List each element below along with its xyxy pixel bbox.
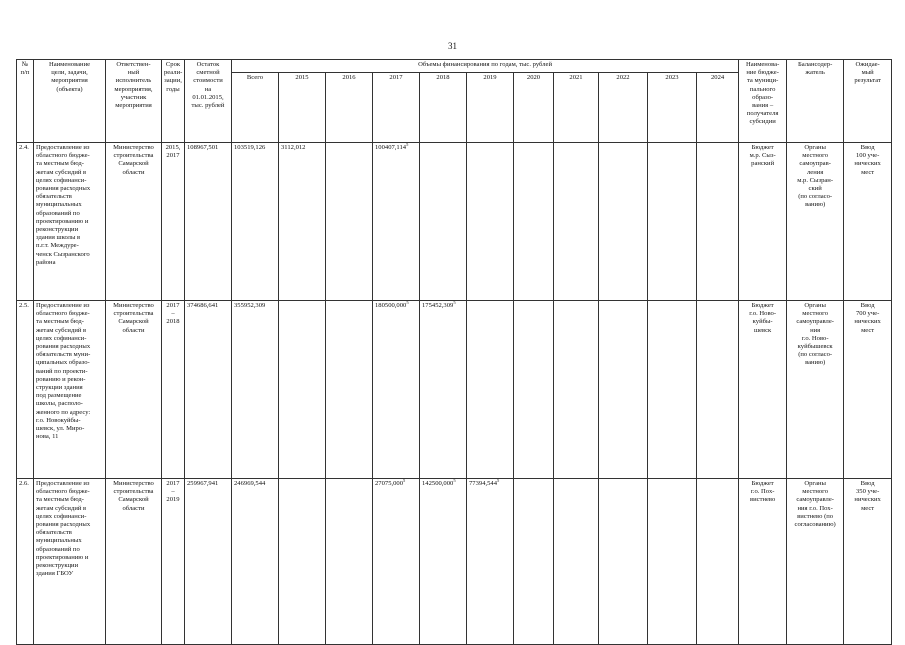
row-value: [648, 143, 697, 301]
header-balance-holder: Балансодер- жатель: [787, 60, 844, 143]
table-header: [17, 60, 892, 143]
row-value: [467, 301, 514, 479]
row-number: 2.6.: [17, 479, 34, 645]
table-row: [17, 479, 892, 645]
row-name: Предоставление из областного бюдже- та местным бюд- жетам субсидий в целях софинанси- рования расходных обязательств муниципальных образований по проектированию и реконструкции здания ГБОУ: [34, 479, 106, 645]
row-responsible: Министерство строительства Самарской области: [106, 301, 162, 479]
row-term: 2017 – 2019: [162, 479, 185, 645]
row-value: 142500,000$^5$: [420, 479, 467, 645]
header-year: 2017: [373, 73, 420, 143]
row-number: 2.5.: [17, 301, 34, 479]
table-body: [17, 143, 892, 645]
row-value: [326, 301, 373, 479]
row-value: 180500,000$^5$: [373, 301, 420, 479]
footnote-marker: 5: [403, 478, 406, 483]
row-value: [599, 143, 648, 301]
row-value: 100407,114$^5$: [373, 143, 420, 301]
header-year: 2020: [514, 73, 554, 143]
row-value: [554, 143, 599, 301]
page-number: 31: [448, 41, 457, 51]
header-year: 2022: [599, 73, 648, 143]
header-year: 2016: [326, 73, 373, 143]
footnote-marker: 5: [453, 478, 456, 483]
row-value: 27075,000$^5$: [373, 479, 420, 645]
row-value: [279, 479, 326, 645]
row-value: 3112,012: [279, 143, 326, 301]
header-budget: Наименова- ние бюдже- та муници- пального образо- вания – получателя субсидии: [739, 60, 787, 143]
row-remainder: 259967,941: [185, 479, 232, 645]
row-value: [697, 143, 739, 301]
header-result: Ожидае- мый результат: [844, 60, 892, 143]
row-budget: Бюджет г.о. Ново- куйбы- шевск: [739, 301, 787, 479]
row-value: [648, 301, 697, 479]
row-balance-holder: Органы местного самоуправ- ления м.р. Сызран- ский (по согласо- ванию): [787, 143, 844, 301]
row-name: Предоставление из областного бюдже- та местным бюд- жетам субсидий в целях софинанси- рования расходных обязательств муниципальных образований по проектированию и реконструкции здания школы в п.г.т. Междуре- ченск Сызранского района: [34, 143, 106, 301]
header-year: 2019: [467, 73, 514, 143]
row-number: 2.4.: [17, 143, 34, 301]
row-name: Предоставление из областного бюдже- та местным бюд- жетам субсидий в целях софинанси- рования расходных обязательств муни- ципальных образо- ваний по проекти- рованию и рекон- струкции здания под размещение школы, располо- женного по адресу: г.о. Новокуйбы- шевск, ул. Миро- нова, 11: [34, 301, 106, 479]
row-value: 246969,544: [232, 479, 279, 645]
header-name: Наименование цели, задачи, мероприятия (объекта): [34, 60, 106, 143]
row-balance-holder: Органы местного самоуправле- ния г.о. Пох- вистнево (по согласованию): [787, 479, 844, 645]
row-budget: Бюджет г.о. Пох- вистнево: [739, 479, 787, 645]
header-year: Всего: [232, 73, 279, 143]
header-no: № п/п: [17, 60, 34, 143]
row-value: 103519,126: [232, 143, 279, 301]
footnote-marker: 5: [406, 142, 409, 147]
row-value: [326, 479, 373, 645]
row-value: [279, 301, 326, 479]
row-balance-holder: Органы местного самоуправле- ния г.о. Ново- куйбышевск (по согласо- ванию): [787, 301, 844, 479]
header-year: 2024: [697, 73, 739, 143]
row-value: [514, 301, 554, 479]
row-value: 77394,544$^5$: [467, 479, 514, 645]
header-volumes-title: Объемы финансирования по годам, тыс. рублей: [232, 60, 739, 73]
row-value: [697, 479, 739, 645]
row-value: [554, 301, 599, 479]
row-budget: Бюджет м.р. Сыз- ранский: [739, 143, 787, 301]
row-term: 2017 – 2018: [162, 301, 185, 479]
header-responsible: Ответствен- ный исполнитель мероприятия, участник мероприятия: [106, 60, 162, 143]
footnote-marker: 5: [406, 300, 409, 305]
row-value: 175452,309$^5$: [420, 301, 467, 479]
row-responsible: Министерство строительства Самарской области: [106, 479, 162, 645]
row-result: Ввод 100 уче- нических мест: [844, 143, 892, 301]
header-year: 2023: [648, 73, 697, 143]
row-value: [697, 301, 739, 479]
footnote-marker: 5: [453, 300, 456, 305]
header-term: Срок реали- зации, годы: [162, 60, 185, 143]
row-value: [599, 479, 648, 645]
financing-table: [16, 59, 892, 645]
row-value: [514, 479, 554, 645]
header-year: 2015: [279, 73, 326, 143]
header-remainder: Остаток сметной стоимости на 01.01.2015, тыс. рублей: [185, 60, 232, 143]
row-value: [467, 143, 514, 301]
table-row: [17, 301, 892, 479]
row-value: [599, 301, 648, 479]
row-value: [326, 143, 373, 301]
table-row: [17, 143, 892, 301]
row-value: [554, 479, 599, 645]
row-remainder: 374686,641: [185, 301, 232, 479]
row-remainder: 108967,501: [185, 143, 232, 301]
row-value: [514, 143, 554, 301]
row-value: 355952,309: [232, 301, 279, 479]
row-result: Ввод 700 уче- нических мест: [844, 301, 892, 479]
row-value: [648, 479, 697, 645]
row-result: Ввод 350 уче- нических мест: [844, 479, 892, 645]
row-term: 2015, 2017: [162, 143, 185, 301]
row-value: [420, 143, 467, 301]
footnote-marker: 5: [497, 478, 500, 483]
header-year: 2018: [420, 73, 467, 143]
header-year: 2021: [554, 73, 599, 143]
row-responsible: Министерство строительства Самарской области: [106, 143, 162, 301]
